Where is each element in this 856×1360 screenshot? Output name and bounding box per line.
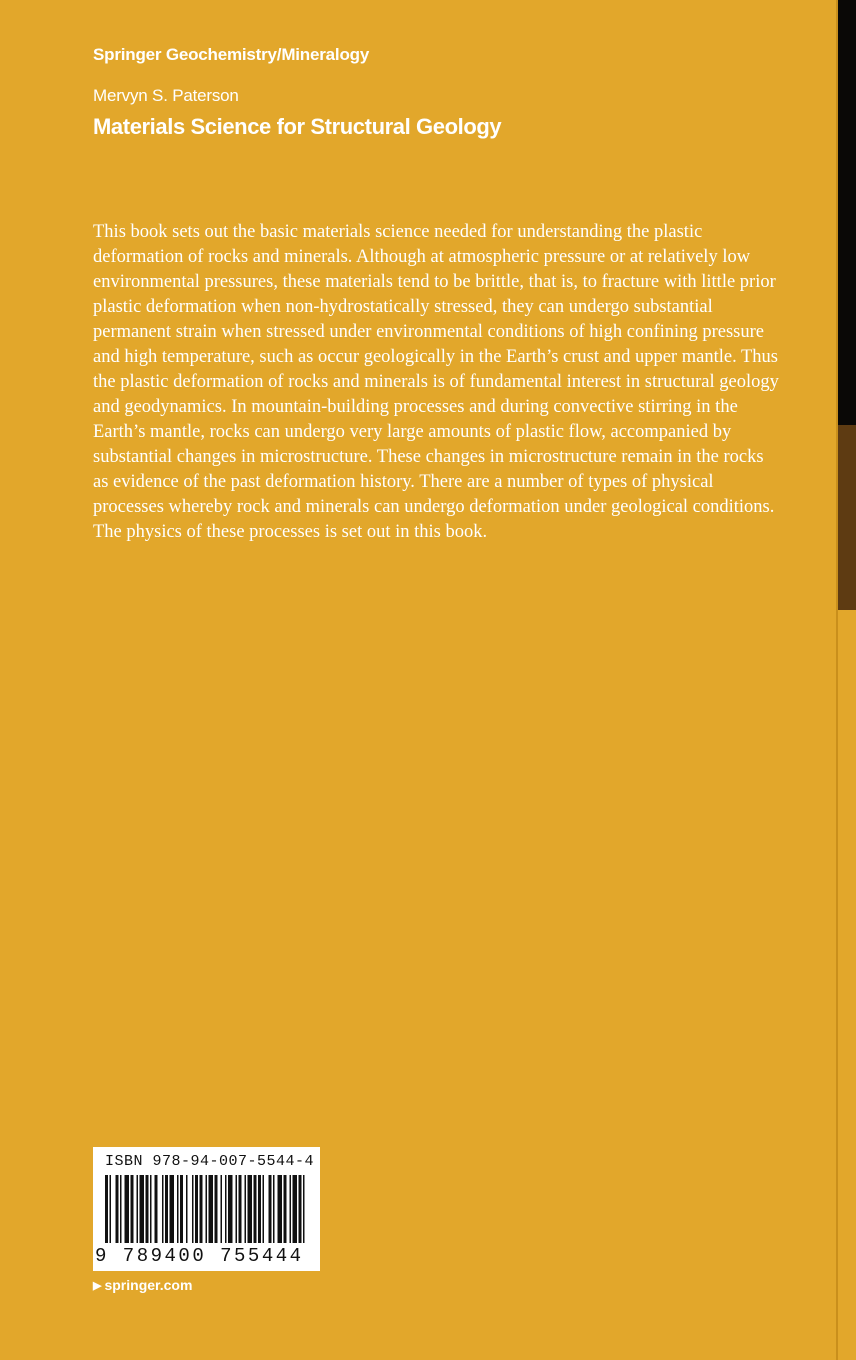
barcode-bar [273, 1175, 275, 1243]
barcode-bar [137, 1175, 139, 1243]
barcode-bar [225, 1175, 227, 1243]
isbn-label: ISBN 978-94-007-5544-4 [105, 1153, 315, 1170]
barcode-bar [293, 1175, 298, 1243]
triangle-right-icon: ▶ [93, 1279, 102, 1292]
barcode-bar [239, 1175, 242, 1243]
barcode-bar [155, 1175, 158, 1243]
spine-brown-band [838, 425, 856, 610]
barcode-bar [263, 1175, 265, 1243]
barcode-bar [206, 1175, 208, 1243]
barcode-bar [165, 1175, 168, 1243]
barcode-bar [215, 1175, 218, 1243]
barcode-bar [110, 1175, 112, 1243]
barcode-bar [278, 1175, 283, 1243]
barcode-bar [228, 1175, 233, 1243]
barcode-bar [192, 1175, 194, 1243]
barcode-bar [195, 1175, 198, 1243]
barcode-bar [180, 1175, 183, 1243]
barcode-bar [170, 1175, 175, 1243]
barcode-bar [125, 1175, 130, 1243]
ean-digits: 9 789400 755444 [95, 1245, 304, 1267]
barcode-bar [290, 1175, 292, 1243]
barcode-bar [236, 1175, 238, 1243]
barcode-bar [200, 1175, 203, 1243]
barcode-bar [146, 1175, 149, 1243]
barcode-bar [150, 1175, 152, 1243]
barcode-bar [162, 1175, 164, 1243]
barcode-bars [103, 1175, 311, 1245]
barcode-bar [140, 1175, 145, 1243]
website-text: springer.com [104, 1277, 193, 1293]
barcode-bar [131, 1175, 134, 1243]
book-title: Materials Science for Structural Geology [93, 114, 502, 139]
barcode-bar [248, 1175, 253, 1243]
barcode-bar [186, 1175, 188, 1243]
back-cover-blurb: This book sets out the basic materials science needed for understanding the plastic deformation of rocks and minerals. Although at atmospheric pressure or at relatively low environmental pressures, these materials tend to be brittle, that is, to fracture with little prior plastic deformation when non-hydrostatically stressed, they can undergo substantial permanent strain when stressed under environmental conditions of high confining pressure and high temperature, such as occur geologically in the Earth’s crust and upper mantle. Thus the plastic deformation of rocks and minerals is of fundamental interest in structural geology and geodynamics. In mountain-building processes and during convective stirring in the Earth’s mantle, rocks can undergo very large amounts of plastic flow, accompanied by substantial changes in microstructure. These changes in microstructure remain in the rocks as evidence of the past deformation history. There are a number of types of physical processes whereby rock and minerals can undergo deformation under geological conditions. The physics of these processes is set out in this book. [93, 222, 779, 542]
barcode-bar [209, 1175, 214, 1243]
barcode-bar [258, 1175, 261, 1243]
barcode-bar [221, 1175, 223, 1243]
barcode-bar [177, 1175, 179, 1243]
isbn-barcode [93, 1147, 320, 1271]
barcode-bar [116, 1175, 119, 1243]
barcode-bar [120, 1175, 122, 1243]
barcode-bar [284, 1175, 287, 1243]
website-link[interactable] [93, 1277, 192, 1293]
author-name: Mervyn S. Paterson [93, 86, 239, 105]
spine-black-band [838, 0, 856, 425]
series-name: Springer Geochemistry/Mineralogy [93, 45, 370, 64]
barcode-bar [254, 1175, 257, 1243]
barcode-bar [269, 1175, 272, 1243]
barcode-bar [105, 1175, 108, 1243]
barcode-bar [245, 1175, 247, 1243]
barcode-bar [303, 1175, 305, 1243]
barcode-bar [299, 1175, 302, 1243]
